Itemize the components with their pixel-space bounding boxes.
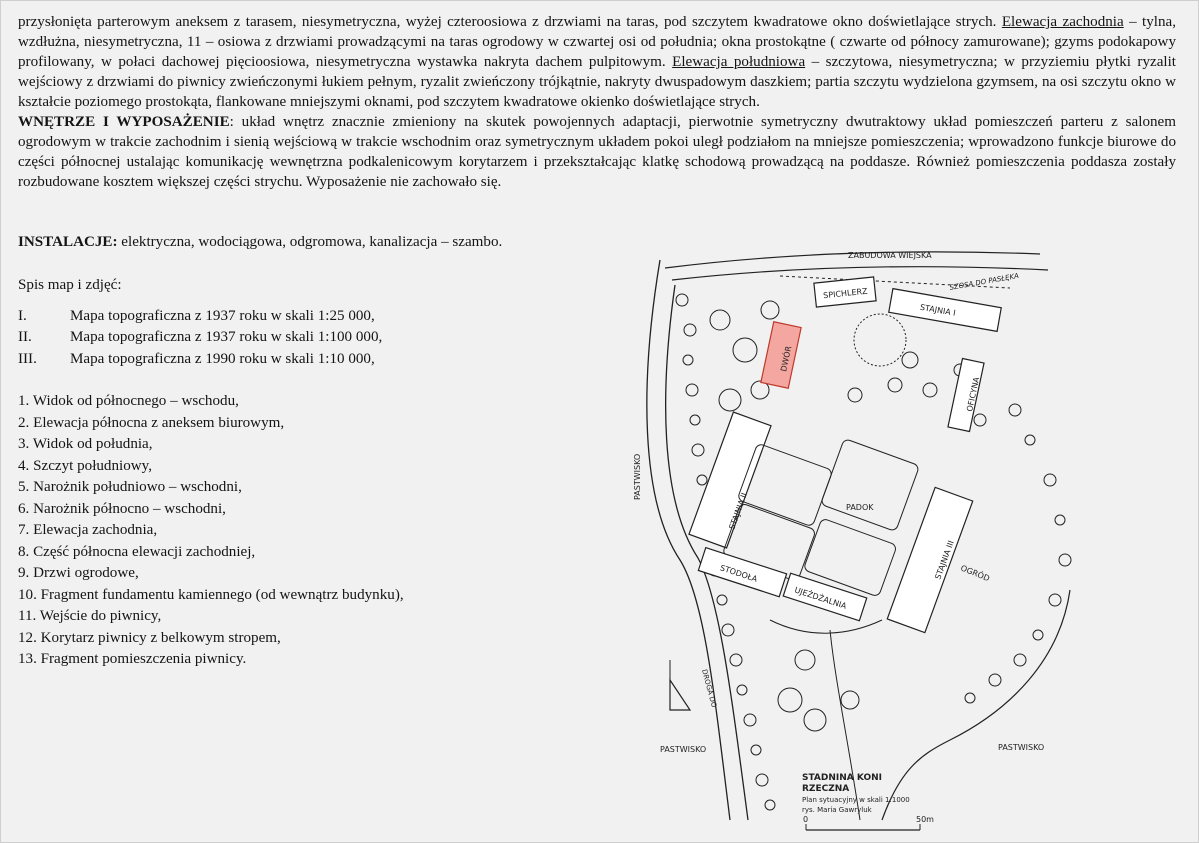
scale-fifty: 50m [916,815,934,824]
list-title: Spis map i zdjęć: [18,277,122,293]
dwor-building [761,322,801,388]
list-item: I. Mapa topograficzna z 1937 roku w skali 1:25 000, [18,307,375,324]
list-item: 12. Korytarz piwnicy z belkowym stropem, [18,629,281,646]
list-item: 3. Widok od południa, [18,436,153,452]
list-item: 5. Narożnik południowo – wschodni, [18,479,242,495]
interior-heading: WNĘTRZE I WYPOSAŻENIE [18,114,230,130]
list-item: 6. Narożnik północno – wschodni, [18,500,226,517]
interior-text: : układ wnętrz znacznie zmieniony na skutek powojennych adaptacji, pierwotnie symetryczny dwutraktowy układ pomieszczeń parteru z salonem ogrodowym w trakcie zachodnim i sienią wejściową w trakcie wschodnim oraz symetrycznym układem pokoi uległ podziałom na mniejsze pomieszczenia; wprowadzono funkcje biurowe do części północnej ustalając komunikację wewnętrzna podkalenicowym korytarzem i przekształcając klatkę schodową prowadzącą na poddasze. Również pomieszczenia poddasza zostały rozbudowane kosztem większej części strychu. Wyposażenie nie zachowało się. [18,114,1176,190]
photos-list [18,391,618,671]
north-elevation-text: przysłonięta parterowym aneksem z tarasem, niesymetryczna, wyżej czteroosiowa z drzwiami na taras, pod szczytem kwadratowe okno doświetlające strych. [18,14,1002,30]
stajnia1-label: STAJNIA I [919,302,957,318]
legend-subtitle: RZECZNA [802,784,850,794]
stajnia2-label: STAJNIA II [727,491,749,531]
stajnia3-label: STAJNIA III [933,539,956,581]
szosa-label: SZOSA DO PASŁĘKA [948,271,1020,292]
list-item: II. Mapa topograficzna z 1937 roku w skali 1:100 000, [18,329,383,345]
legend-title: STADNINA KONI [802,773,882,783]
south-path [770,620,882,633]
list-item: III. Mapa topograficzna z 1990 roku w skali 1:10 000, [18,350,375,367]
dwor-label: DWÓR [779,345,794,373]
list-item: 7. Elewacja zachodnia, [18,522,158,538]
list-item: 11. Wejście do piwnicy, [18,608,162,624]
installations-line [18,232,502,252]
installations-text: elektryczna, wodociągowa, odgromowa, kanalizacja – szambo. [117,234,503,250]
legend-author: rys. Maria Gawryluk [802,806,872,814]
list-item: 4. Szczyt południowy, [18,457,153,474]
list-item: 2. Elewacja północna z aneksem biurowym, [18,414,285,431]
oficyna-building [948,358,984,431]
site-plan-drawing [620,240,1090,840]
list-item: 1. Widok od północnego – wschodu, [18,393,239,409]
pastwisko-west-label: PASTWISKO [633,453,642,500]
installations-heading: INSTALACJE: [18,234,118,250]
legend-scale-text: Plan sytuacyjny w skali 1:1000 [802,796,910,804]
tree-group [676,294,1071,810]
maps-list [18,306,618,371]
list-item: 8. Część północna elewacji zachodniej, [18,543,256,560]
list-item: 10. Fragment fundamentu kamiennego (od wewnątrz budynku), [18,586,404,603]
oficyna-label: OFICYNA [965,376,982,413]
spichlerz-label: SPICHLERZ [822,286,868,301]
south-elevation-label: Elewacja południowa [672,54,806,70]
west-elevation-label: Elewacja zachodnia [1001,14,1124,30]
list-item: 9. Drzwi ogrodowe, [18,565,139,581]
droga-label: DROGA DO [700,668,718,709]
maps-and-photos-list [18,275,618,671]
north-arrow-icon [670,680,690,710]
stodola-label: STODOŁA [718,563,759,584]
pastwisko-sw-label: PASTWISKO [660,745,707,754]
description-paragraph [18,12,1176,112]
west-elevation-text: – tylna, wzdłużna, niesymetryczna, 11 – osiowa z drzwiami prowadzącymi na taras ogrodowy w czwartej osi od południa; okna prostokątne ( czwarte od północy zamurowane); gzyms podokapowy profilowany, w połaci dachowej pięcioosiowa, niesymetryczna wystawka nakryta dachem pulpitowym. [18,14,1176,70]
stajnia3-building [887,487,972,632]
list-item: 13. Fragment pomieszczenia piwnicy. [18,651,247,667]
ogrod-label: OGRÓD [959,563,991,584]
interior-paragraph [18,112,1176,192]
ujezdzalnia-label: UJEŻDŻALNIA [793,585,848,611]
pastwisko-se-label: PASTWISKO [998,743,1045,752]
zabudowa-label: ZABUDOWA WIEJSKA [848,251,932,260]
south-elevation-text: – szczytowa, niesymetryczna; w przyziemiu płytki ryzalit wejściowy z drzwiami do piwnicy zwieńczonymi łukiem pełnym, ryzalit zwieńczony trójkątnie, nakryty dwuspadowym daszkiem; partia szczytu wydzielona gzymsem, na osi szczytu okno w kształcie poziomego prostokąta, flankowane mniejszymi oknami, pod szczytem kwadratowe okienko doświetlające strych. [18,54,1176,110]
padok-label: PADOK [846,503,874,512]
description-text [18,12,1176,192]
site-plan [620,240,1090,840]
scale-zero: 0 [803,815,809,824]
